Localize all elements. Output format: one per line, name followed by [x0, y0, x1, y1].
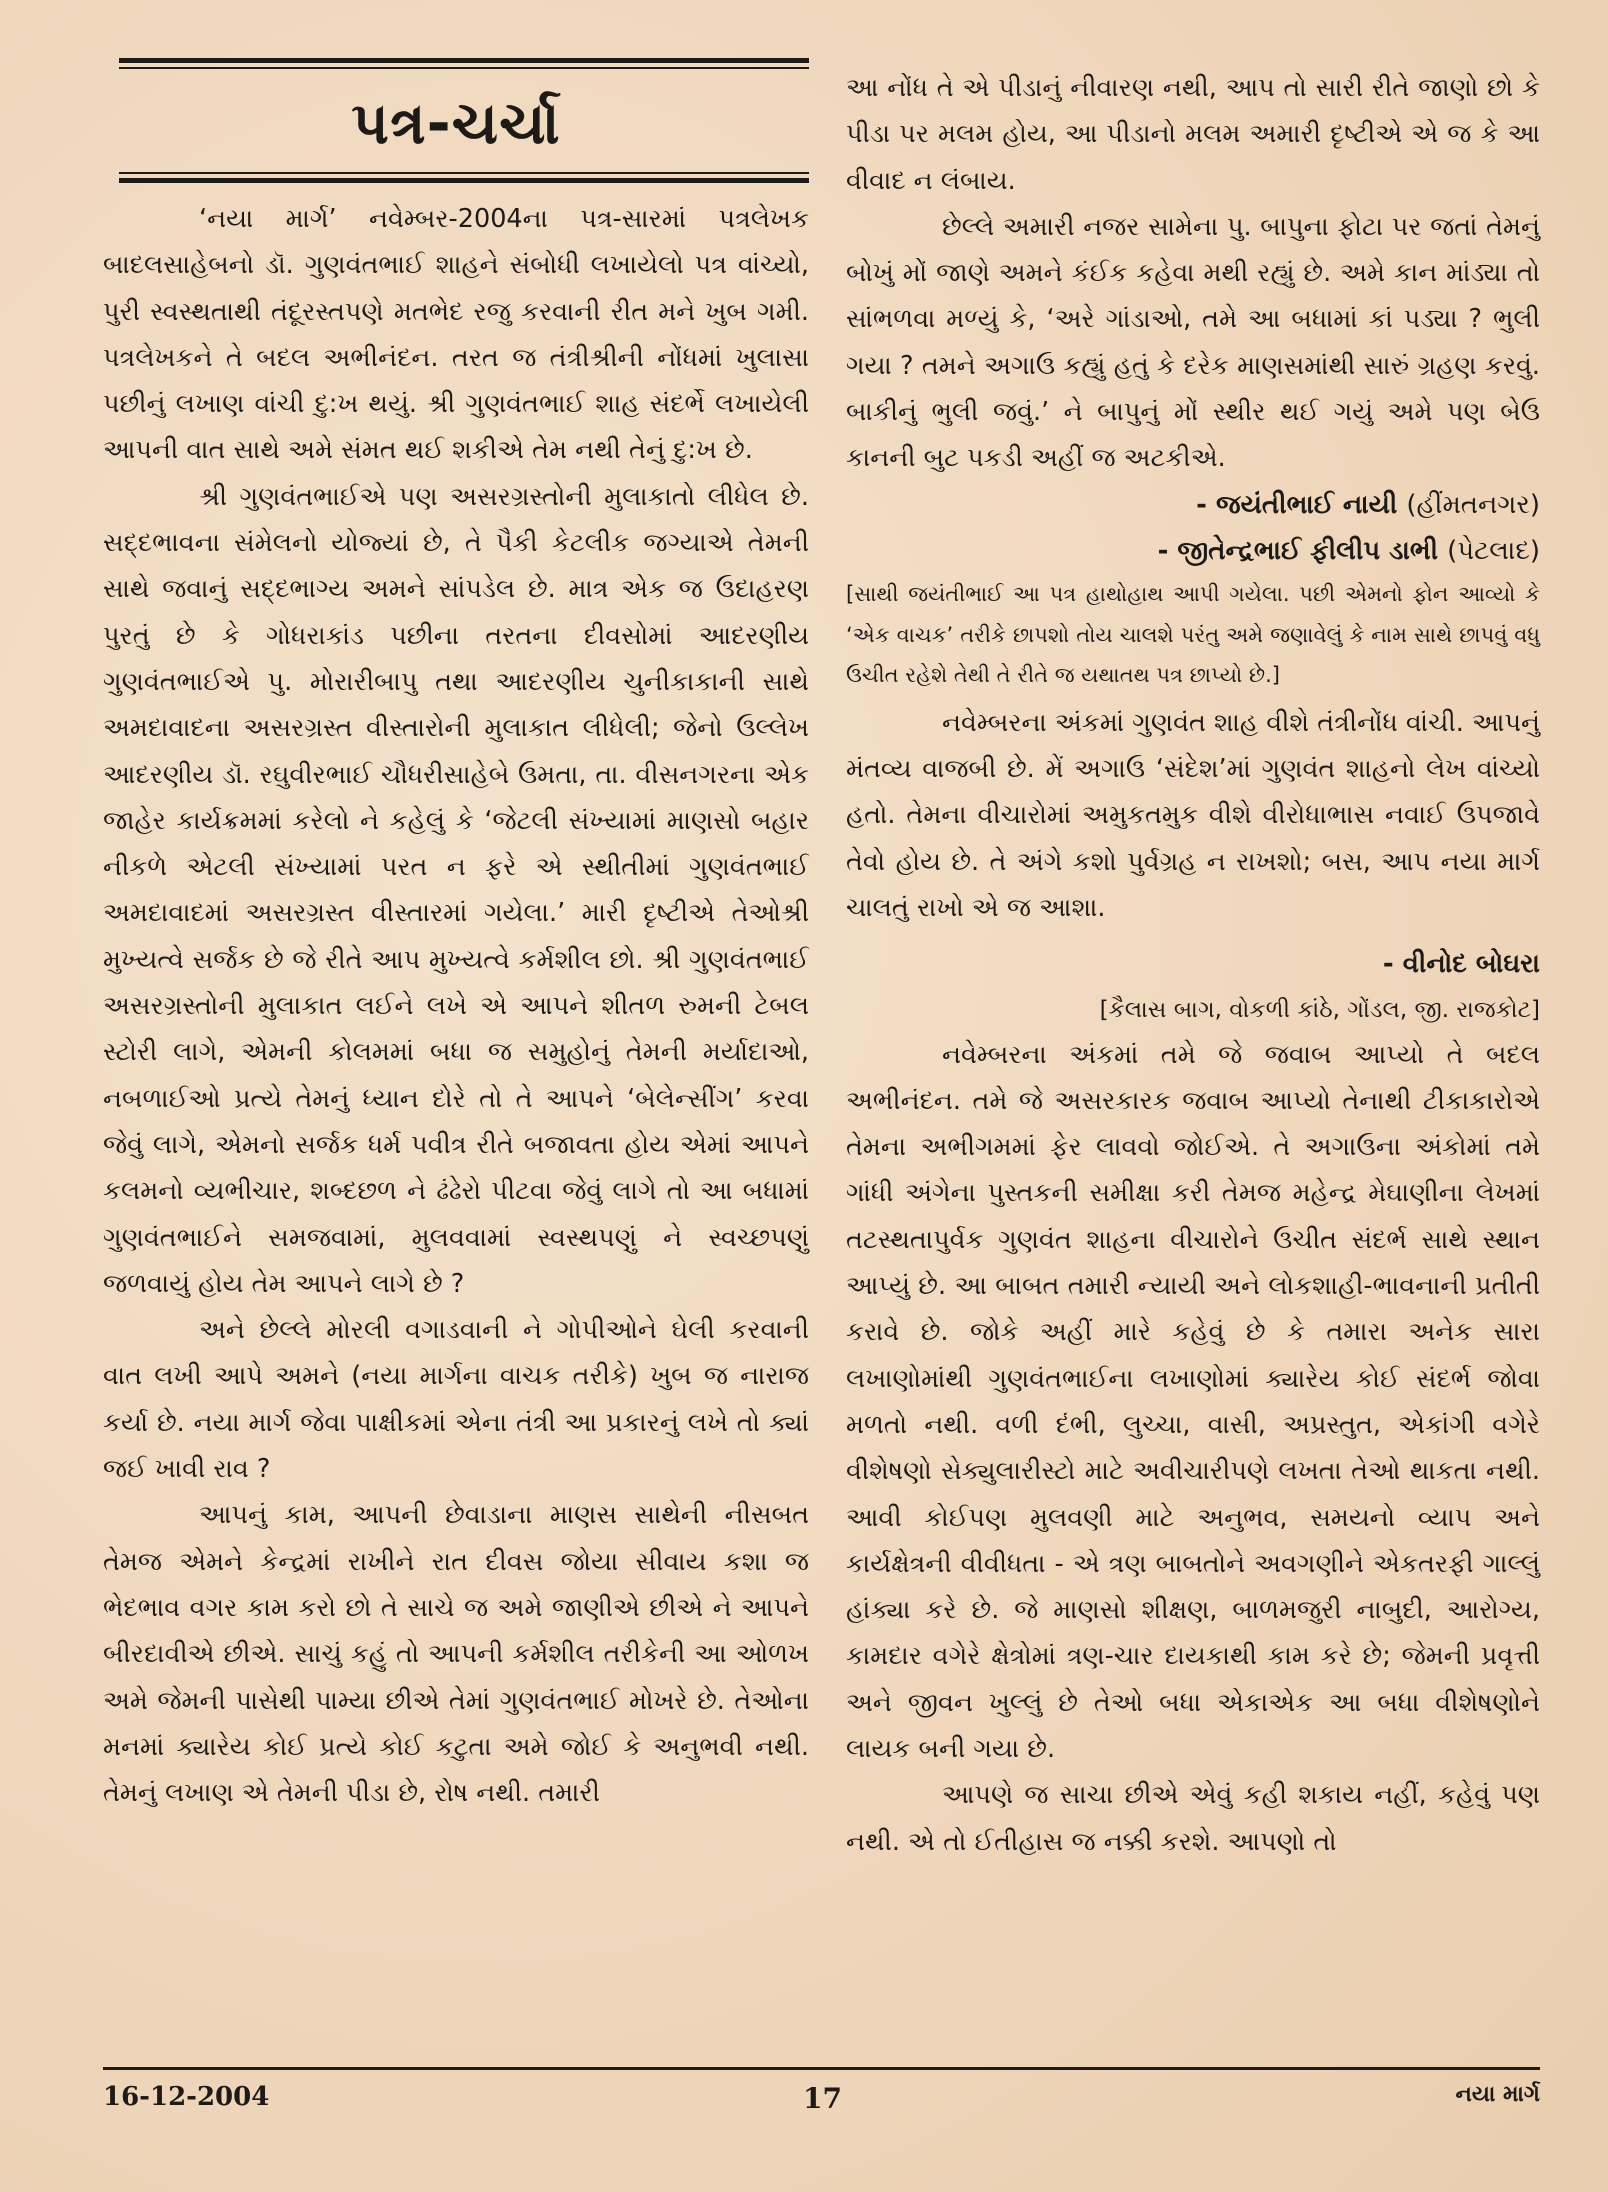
title-bottom-thin-rule: [119, 172, 809, 174]
letter1-paragraph: શ્રી ગુણવંતભાઈએ પણ અસરગ્રસ્તોની મુલાકાતો લીધેલ છે. સદ્દભાવના સંમેલનો યોજ્યાં છે, તે પૈકી કેટલીક જગ્યાએ તેમની સાથે જવાનું સદ્દભાગ્ય અમને સાંપડેલ છે. માત્ર એક જ ઉદાહરણ પુરતું છે કે ગોધરાકાંડ પછીના તરતના દીવસોમાં આદરણીય ગુણવંતભાઈએ પુ. મોરારીબાપુ તથા આદરણીય ચુનીકાકાની સાથે અમદાવાદના અસરગ્રસ્ત વીસ્તારોની મુલાકાત લીધેલી; જેનો ઉલ્લેખ આદરણીય ડૉ. રઘુવીરભાઈ ચૌધરીસાહેબે ઉમતા, તા. વીસનગરના એક જાહેર કાર્યક્રમમાં કરેલો ને કહેલું કે ‘જેટલી સંખ્યામાં માણસો બહાર નીકળે એટલી સંખ્યામાં પરત ન ફરે એ સ્થીતીમાં ગુણવંતભાઈ અમદાવાદમાં અસરગ્રસ્ત વીસ્તારમાં ગયેલા.’ મારી દૃષ્ટીએ તેઓશ્રી મુખ્યત્વે સર્જક છે જે રીતે આપ મુખ્યત્વે કર્મશીલ છો. શ્રી ગુણવંતભાઈ અસરગ્રસ્તોની મુલાકાત લઈને લખે એ આપને શીતળ રુમની ટેબલ સ્ટોરી લાગે, એમની કોલમમાં બધા જ સમુહોનું તેમની મર્યાદાઓ, નબળાઈઓ પ્રત્યે તેમનું ધ્યાન દોરે તો તે આપને ‘બેલેન્સીંગ’ કરવા જેવું લાગે, એમનો સર્જક ધર્મ પવીત્ર રીતે બજાવતા હોય એમાં આપને કલમનો વ્યભીચાર, શબ્દછળ ને ઢંઢેરો પીટવા જેવું લાગે તો આ બધામાં ગુણવંતભાઈને સમજવામાં, મુલવવામાં સ્વસ્થપણું ને સ્વચ્છપણું જળવાયું હોય તેમ આપને લાગે છે ?: [103, 481, 809, 1299]
letter1-continued-paragraph: આ નોંધ તે એ પીડાનું નીવારણ નથી, આપ તો સારી રીતે જાણો છો કે પીડા પર મલમ હોય, આ પીડાનો મલમ અમારી દૃષ્ટીએ એ જ કે આ વીવાદ ન લંબાય.: [846, 73, 1540, 196]
footer-rule: [103, 2067, 1540, 2070]
footer-magazine-name: નયા માર્ગ: [1455, 2082, 1540, 2107]
letter1-closing-paragraph: છેલ્લે અમારી નજર સામેના પુ. બાપુના ફોટા પર જતાં તેમનું બોખું મોં જાણે અમને કંઈક કહેવા મથી રહ્યું છે. અમે કાન માંડ્યા તો સાંભળવા મળ્યું કે, ‘અરે ગાંડાઓ, તમે આ બધામાં કાં પડ્યા ? ભુલી ગયા ? તમને અગાઉ કહ્યું હતું કે દરેક માણસમાંથી સારું ગ્રહણ કરવું. બાકીનું ભુલી જવું.’ ને બાપુનું મોં સ્થીર થઈ ગયું અમે પણ બેઉ કાનની બુટ પકડી અહીં જ અટકીએ.: [846, 211, 1540, 474]
article-title: પત્ર-ચર્ચા: [351, 89, 561, 157]
signature-3-address: [કૈલાસ બાગ, વોકળી કાંઠે, ગોંડલ, જી. રાજકોટ]: [1099, 996, 1540, 1023]
signature-3: - વીનોદ બોઘરા: [1382, 949, 1540, 980]
letter1-paragraph: ‘નયા માર્ગ’ નવેમ્બર-2004ના પત્ર-સારમાં પત્રલેખક બાદલસાહેબનો ડૉ. ગુણવંતભાઈ શાહને સંબોધી લખાયેલો પત્ર વાંચ્યો, પુરી સ્વસ્થતાથી તંદૂરસ્તપણે મતભેદ રજુ કરવાની રીત મને ખુબ ગમી. પત્રલેખકને તે બદલ અભીનંદન. તરત જ તંત્રીશ્રીની નોંધમાં ખુલાસા પછીનું લખાણ વાંચી દુ:ખ થયું. શ્રી ગુણવંતભાઈ શાહ સંદર્ભે લખાયેલી આપની વાત સાથે અમે સંમત થઈ શકીએ તેમ નથી તેનું દુ:ખ છે.: [103, 204, 809, 466]
signature-1-place: (હીંમતનગર): [1406, 489, 1540, 520]
footer-date: 16-12-2004: [103, 2082, 270, 2112]
title-top-thin-rule: [119, 67, 809, 69]
left-body: [103, 196, 809, 1816]
signature-1-name: - જયંતીભાઈ નાયી: [1196, 489, 1398, 520]
right-body: [846, 65, 1540, 1865]
letter3-paragraph: આપણે જ સાચા છીએ એવું કહી શકાય નહીં, કહેવું પણ નથી. એ તો ઈતીહાસ જ નક્કી કરશે. આપણો તો: [846, 1780, 1540, 1857]
title-bottom-rule: [119, 178, 809, 183]
signature-2-name: - જીતેન્દ્રભાઈ ફીલીપ ડાભી: [1157, 535, 1439, 566]
signature-2: [846, 528, 1540, 574]
editor-note: [સાથી જયંતીભાઈ આ પત્ર હાથોહાથ આપી ગયેલા. પછી એમનો ફોન આવ્યો કે ‘એક વાચક’ તરીકે છાપશો તોય ચાલશે પરંતુ અમે જણાવેલું કે નામ સાથે છાપવું વધુ ઉચીત રહેશે તેથી તે રીતે જ યથાતથ પત્ર છાપ્યો છે.]: [846, 582, 1540, 688]
signature-2-place: (પેટલાદ): [1447, 535, 1540, 566]
letter2-paragraph: નવેમ્બરના અંકમાં ગુણવંત શાહ વીશે તંત્રીનોંધ વાંચી. આપનું મંતવ્ય વાજબી છે. મેં અગાઉ ‘સંદેશ’માં ગુણવંત શાહનો લેખ વાંચ્યો હતો. તેમના વીચારોમાં અમુકતમુક વીશે વીરોધાભાસ નવાઈ ઉપજાવે તેવો હોય છે. તે અંગે કશો પુર્વગ્રહ ન રાખશો; બસ, આપ નયા માર્ગ ચાલતું રાખો એ જ આશા.: [846, 707, 1540, 923]
letter3-paragraph: નવેમ્બરના અંકમાં તમે જે જવાબ આપ્યો તે બદલ અભીનંદન. તમે જે અસરકારક જવાબ આપ્યો તેનાથી ટીકાકારોએ તેમના અભીગમમાં ફેર લાવવો જોઈએ. તે અગાઉના અંકોમાં તમે ગાંધી અંગેના પુસ્તકની સમીક્ષા કરી તેમજ મહેન્દ્ર મેઘાણીના લેખમાં તટસ્થતાપુર્વક ગુણવંત શાહના વીચારોને ઉચીત સંદર્ભ સાથે સ્થાન આપ્યું છે. આ બાબત તમારી ન્યાયી અને લોકશાહી-ભાવનાની પ્રતીતી કરાવે છે. જોકે અહીં મારે કહેવું છે કે તમારા અનેક સારા લખાણોમાંથી ગુણવંતભાઈના લખાણોમાં ક્યારેય કોઈ સંદર્ભ જોવા મળતો નથી. વળી દંભી, લુચ્ચા, વાસી, અપ્રસ્તુત, એકાંગી વગેરે વીશેષણો સેક્યુલારીસ્ટો માટે અવીચારીપણે લખતા તેઓ થાકતા નથી. આવી કોઈપણ મુલવણી માટે અનુભવ, સમયનો વ્યાપ અને કાર્યક્ષેત્રની વીવીધતા - એ ત્રણ બાબતોને અવગણીને એકતરફી ગાલ્લું હાંક્યા કરે છે. જે માણસો શીક્ષણ, બાળમજુરી નાબુદી, આરોગ્ય, કામદાર વગેરે ક્ષેત્રોમાં ત્રણ-ચાર દાયકાથી કામ કરે છે; જેમની પ્રવૃત્તી અને જીવન ખુલ્લું છે તેઓ બધા એકાએક આ બધા વીશેષણોને લાયક બની ગયા છે.: [846, 1039, 1540, 1764]
title-top-rule: [119, 58, 809, 63]
page-number: 17: [803, 2082, 842, 2115]
letter1-paragraph: અને છેલ્લે મોરલી વગાડવાની ને ગોપીઓને ઘેલી કરવાની વાત લખી આપે અમને (નયા માર્ગના વાચક તરીકે) ખુબ જ નારાજ કર્યા છે. નયા માર્ગ જેવા પાક્ષીકમાં એના તંત્રી આ પ્રકારનું લખે તો ક્યાં જઈ ખાવી રાવ ?: [103, 1315, 809, 1485]
letter1-paragraph: આપનું કામ, આપની છેવાડાના માણસ સાથેની નીસબત તેમજ એમને કેન્દ્રમાં રાખીને રાત દીવસ જોયા સીવાય કશા જ ભેદભાવ વગર કામ કરો છો તે સાચે જ અમે જાણીએ છીએ ને આપને બીરદાવીએ છીએ. સાચું કહું તો આપની કર્મશીલ તરીકેની આ ઓળખ અમે જેમની પાસેથી પામ્યા છીએ તેમાં ગુણવંતભાઈ મોખરે છે. તેઓના મનમાં ક્યારેય કોઈ પ્રત્યે કોઈ કટુતા અમે જોઈ કે અનુભવી નથી. તેમનું લખાણ એ તેમની પીડા છે, રોષ નથી. તમારી: [103, 1500, 809, 1809]
signature-1: [846, 482, 1540, 528]
